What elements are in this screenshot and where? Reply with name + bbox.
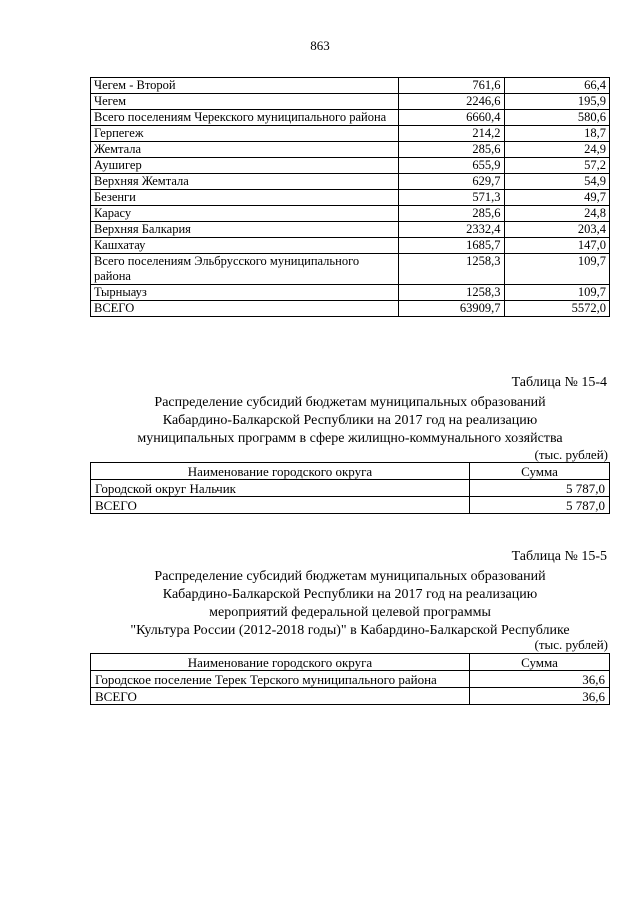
row-name: Всего поселениям Эльбрусского муниципального района: [91, 254, 399, 285]
table-row: [91, 285, 610, 301]
row-value-2: 24,8: [504, 206, 609, 222]
table-15-4-unit: (тыс. рублей): [534, 447, 608, 462]
row-name: Всего поселениям Черекского муниципального района: [91, 110, 399, 126]
row-name: ВСЕГО: [91, 497, 470, 514]
row-name: Аушигер: [91, 158, 399, 174]
row-value-1: 285,6: [398, 206, 504, 222]
row-sum: 36,6: [470, 671, 610, 688]
table-row: [91, 206, 610, 222]
table-row: [91, 78, 610, 94]
continued-subsidy-table: [90, 77, 610, 317]
table-15-5-label: Таблица № 15-5: [511, 549, 607, 564]
row-value-2: 109,7: [504, 254, 609, 285]
row-value-1: 571,3: [398, 190, 504, 206]
table-row: [91, 254, 610, 285]
table-15-5: [90, 653, 610, 705]
table-15-4: [90, 462, 610, 514]
row-value-1: 2332,4: [398, 222, 504, 238]
title-line: Кабардино-Балкарской Республики на 2017 год на реализацию: [162, 587, 538, 602]
table-header-row: [91, 654, 610, 671]
table-row: [91, 238, 610, 254]
row-value-1: 1685,7: [398, 238, 504, 254]
continued-subsidy-table-body: [91, 78, 610, 317]
row-name: Городское поселение Терек Терского муниципального района: [91, 671, 470, 688]
title-line: мероприятий федеральной целевой программы: [209, 605, 491, 620]
table-15-5-title: [90, 568, 610, 640]
row-value-1: 1258,3: [398, 254, 504, 285]
row-value-1: 6660,4: [398, 110, 504, 126]
page-number: 863: [310, 38, 330, 53]
table-row: [91, 688, 610, 705]
row-value-1: 285,6: [398, 142, 504, 158]
row-name: Верхняя Балкария: [91, 222, 399, 238]
row-sum: 5 787,0: [470, 480, 610, 497]
row-name: Жемтала: [91, 142, 399, 158]
column-header-sum: Сумма: [470, 463, 610, 480]
table-row: [91, 301, 610, 317]
row-value-1: 63909,7: [398, 301, 504, 317]
row-name: ВСЕГО: [91, 688, 470, 705]
row-value-2: 147,0: [504, 238, 609, 254]
table-row: [91, 480, 610, 497]
title-line: "Культура России (2012-2018 годы)" в Кабардино-Балкарской Республике: [130, 623, 570, 638]
table-15-5-unit: (тыс. рублей): [534, 637, 608, 652]
row-name: Безенги: [91, 190, 399, 206]
row-value-2: 54,9: [504, 174, 609, 190]
row-value-1: 761,6: [398, 78, 504, 94]
table-15-4-label: Таблица № 15-4: [511, 375, 607, 390]
row-value-2: 18,7: [504, 126, 609, 142]
table-row: [91, 126, 610, 142]
column-header-name: Наименование городского округа: [91, 463, 470, 480]
row-name: Карасу: [91, 206, 399, 222]
row-value-2: 49,7: [504, 190, 609, 206]
table-row: [91, 671, 610, 688]
row-name: Герпегеж: [91, 126, 399, 142]
row-value-2: 66,4: [504, 78, 609, 94]
row-name: Тырныауз: [91, 285, 399, 301]
row-value-1: 1258,3: [398, 285, 504, 301]
row-value-1: 629,7: [398, 174, 504, 190]
title-line: Распределение субсидий бюджетам муниципальных образований: [154, 569, 546, 584]
row-name: Городской округ Нальчик: [91, 480, 470, 497]
table-row: [91, 497, 610, 514]
table-row: [91, 110, 610, 126]
row-name: Чегем: [91, 94, 399, 110]
row-value-1: 2246,6: [398, 94, 504, 110]
table-row: [91, 190, 610, 206]
table-row: [91, 94, 610, 110]
row-name: Верхняя Жемтала: [91, 174, 399, 190]
title-line: муниципальных программ в сфере жилищно-коммунального хозяйства: [137, 431, 563, 446]
row-value-2: 5572,0: [504, 301, 609, 317]
table-row: [91, 142, 610, 158]
title-line: Распределение субсидий бюджетам муниципальных образований: [154, 395, 546, 410]
row-value-1: 655,9: [398, 158, 504, 174]
column-header-name: Наименование городского округа: [91, 654, 470, 671]
row-name: Чегем - Второй: [91, 78, 399, 94]
table-row: [91, 158, 610, 174]
row-sum: 36,6: [470, 688, 610, 705]
row-name: Кашхатау: [91, 238, 399, 254]
row-name: ВСЕГО: [91, 301, 399, 317]
table-row: [91, 222, 610, 238]
column-header-sum: Сумма: [470, 654, 610, 671]
row-value-2: 24,9: [504, 142, 609, 158]
row-sum: 5 787,0: [470, 497, 610, 514]
row-value-1: 214,2: [398, 126, 504, 142]
table-15-4-title: [90, 394, 610, 448]
row-value-2: 580,6: [504, 110, 609, 126]
row-value-2: 203,4: [504, 222, 609, 238]
row-value-2: 195,9: [504, 94, 609, 110]
table-header-row: [91, 463, 610, 480]
row-value-2: 57,2: [504, 158, 609, 174]
row-value-2: 109,7: [504, 285, 609, 301]
table-row: [91, 174, 610, 190]
title-line: Кабардино-Балкарской Республики на 2017 год на реализацию: [162, 413, 538, 428]
